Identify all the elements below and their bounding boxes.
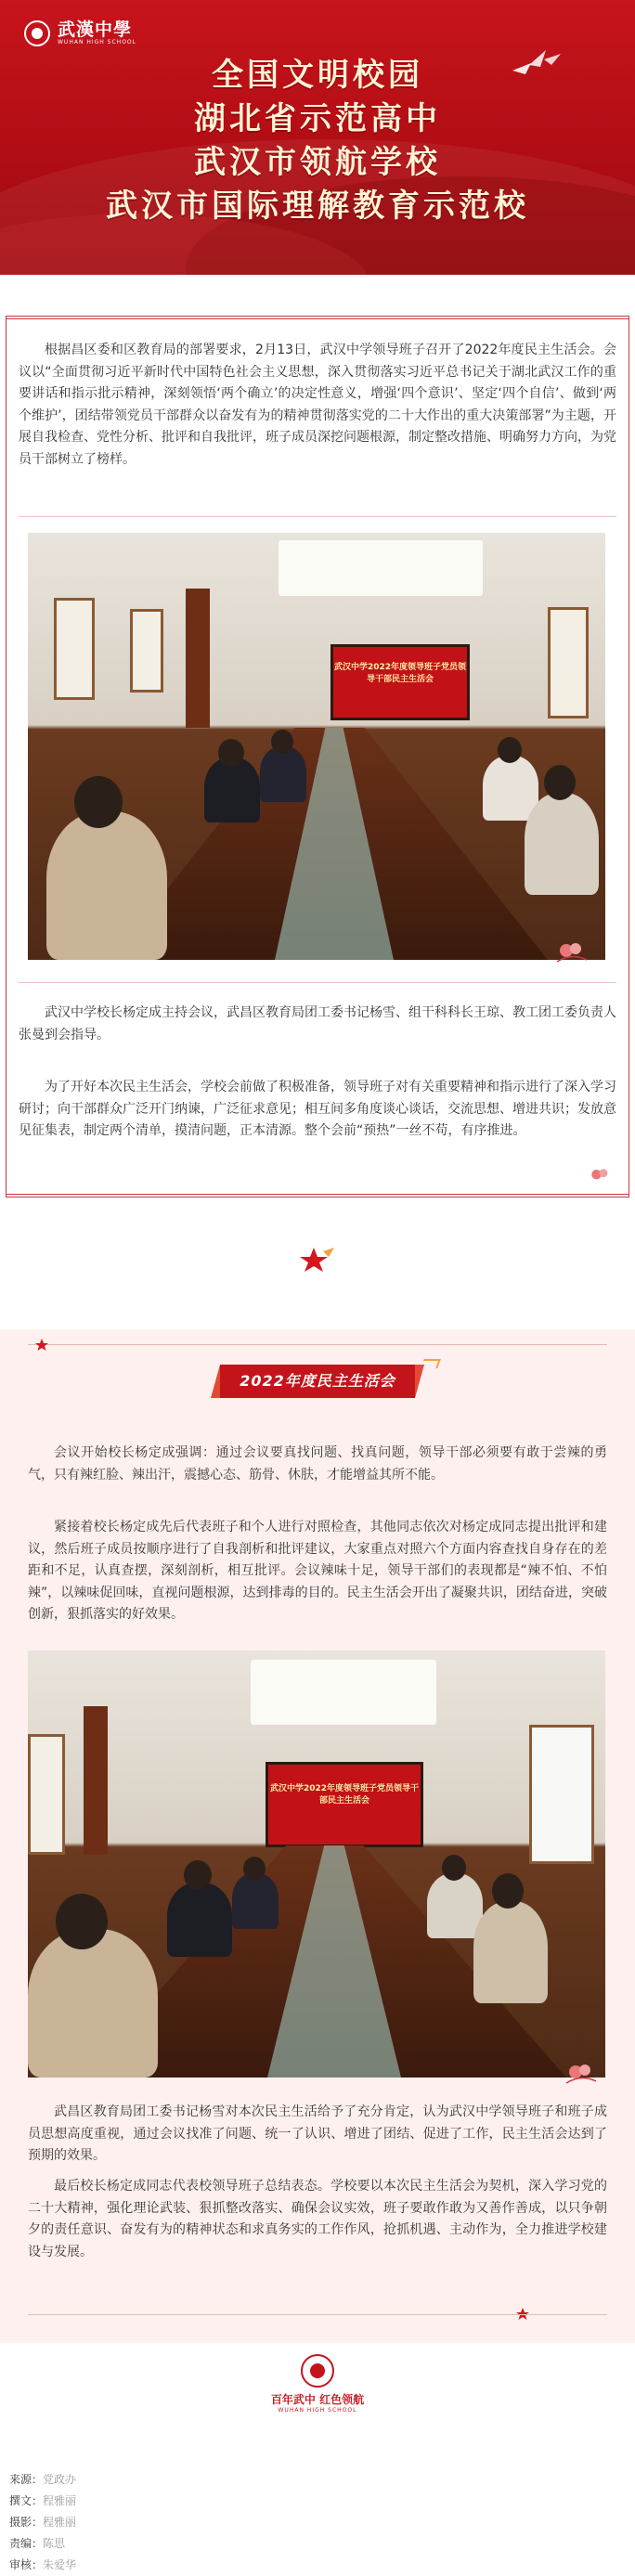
credit-value: 朱爱华 bbox=[43, 2558, 77, 2571]
flower-decoration-icon bbox=[563, 2059, 600, 2087]
slogan-line: 全国文明校园 bbox=[212, 57, 423, 94]
meeting-photo bbox=[28, 1650, 605, 2078]
slogan-block bbox=[0, 54, 635, 228]
credit-key: 审核： bbox=[9, 2558, 44, 2571]
section-title-text: 2022年度民主生活会 bbox=[240, 1372, 395, 1390]
credit-value: 程雅丽 bbox=[43, 2516, 77, 2529]
section-title bbox=[220, 1365, 415, 1398]
section-rule bbox=[28, 1344, 607, 1345]
divider bbox=[19, 516, 616, 517]
credit-key: 摄影： bbox=[9, 2516, 44, 2529]
footer-motto: 百年武中 红色领航 bbox=[270, 2393, 365, 2406]
divider bbox=[19, 982, 616, 983]
slogan-line: 武汉市国际理解教育示范校 bbox=[106, 188, 529, 225]
section-rule bbox=[28, 2314, 607, 2315]
credits-list bbox=[9, 2469, 288, 2576]
paragraph: 最后校长杨定成同志代表校领导班子总结表态。学校要以本次民主生活会为契机，深入学习党的二十大精神，强化理论武装、狠抓整改落实、确保会议实效，班子要敢作敢为又善作善成，以只争朝夕的责任意识、奋发有为的精神状态和求真务实的工作作风，抢抓机遇、主动作为，全力推进学校建设与发展。 bbox=[28, 2179, 607, 2259]
meeting-photo bbox=[28, 533, 605, 960]
credit-key: 责编： bbox=[9, 2537, 44, 2550]
paragraph: 武昌区教育局团工委书记杨雪对本次民主生活给予了充分肯定，认为武汉中学领导班子和班子成员思想高度重视，通过会议找准了问题、统一了认识、增进了团结、促进了工作，民主生活会达到了预期的效果。 bbox=[28, 2104, 607, 2163]
header-banner bbox=[0, 0, 635, 275]
school-logo bbox=[24, 20, 136, 46]
section-border-top bbox=[6, 316, 629, 319]
school-name-en: WUHAN HIGH SCHOOL bbox=[58, 39, 136, 45]
paragraph: 会议开始校长杨定成强调：通过会议要真找问题、找真问题，领导干部必须要有敢于尝辣的勇气，只有辣红脸、辣出汗，震撼心态、筋骨、休肤，才能增益其所不能。 bbox=[28, 1445, 607, 1482]
article-section-2 bbox=[0, 1329, 635, 2343]
credit-key: 来源： bbox=[9, 2473, 44, 2486]
screen-title: 武汉中学2022年度领导班子党员领导干部民主生活会 bbox=[269, 1784, 420, 1806]
screen-title: 武汉中学2022年度领导班子党员领导干部民主生活会 bbox=[333, 663, 467, 684]
footer-logo bbox=[271, 2354, 364, 2414]
footer-motto-en: WUHAN HIGH SCHOOL bbox=[278, 2407, 357, 2414]
credit-key: 撰文： bbox=[9, 2494, 44, 2507]
credit-value: 党政办 bbox=[43, 2473, 77, 2486]
credit-row bbox=[9, 2469, 288, 2491]
star-icon bbox=[35, 1339, 48, 1352]
credit-value: 程雅丽 bbox=[43, 2494, 77, 2507]
flower-decoration-icon bbox=[587, 1164, 615, 1186]
school-name: 武漢中學 bbox=[58, 19, 133, 40]
credit-row bbox=[9, 2533, 288, 2555]
paragraph: 紧接着校长杨定成先后代表班子和个人进行对照检查，其他同志依次对杨定成同志提出批评和建议，然后班子成员按顺序进行了自我剖析和批评建议，大家重点对照六个方面内容查找自身存在的差距和不足，认真查摆，深刻剖析，相互批评。会议辣味十足，领导干部们的表现都是“辣不怕、不怕辣”，以辣味促回味，直视问题根源，达到排毒的目的。民主生活会开出了凝聚共识，团结奋进，突破创新，狠抓落实的好效果。 bbox=[28, 1520, 607, 1622]
credit-value: 陈思 bbox=[43, 2537, 66, 2550]
credit-row bbox=[9, 2512, 288, 2533]
star-icon bbox=[299, 1246, 336, 1274]
credit-row bbox=[9, 2491, 288, 2512]
paragraph: 根据昌区委和区教育局的部署要求，2月13日，武汉中学领导班子召开了2022年度民主生活会。会议以“全面贯彻习近平新时代中国特色社会主义思想，深入贯彻落实习近平总书记关于湖北武汉工作的重要讲话和指示批示精神，深刻领悟‘两个确立’的决定性意义，增强‘四个意识’、坚定‘四个自信’、做到‘两个维护’，团结带领党员干部群众以奋发有为的精神贯彻落实党的二十大作出的重大决策部署”为主题，开展自我检查、党性分析、批评和自我批评，班子成员深挖问题根源，制定整改措施、明确努力方向，为党员干部树立了榜样。 bbox=[19, 343, 616, 467]
slogan-line: 武汉市领航学校 bbox=[194, 144, 441, 181]
section-border-bottom bbox=[6, 1194, 629, 1197]
school-seal-icon bbox=[301, 2354, 334, 2388]
paragraph: 为了开好本次民主生活会，学校会前做了积极准备，领导班子对有关重要精神和指示进行了深入学习研讨；向干部群众广泛开门纳谏，广泛征求意见；相互间多角度谈心谈话，交流思想、增进共识；发放意见征集表，制定两个清单，摸清问题，正本清源。整个会前“预热”一丝不苟，有序推进。 bbox=[19, 1080, 616, 1138]
slogan-line: 湖北省示范高中 bbox=[194, 100, 441, 137]
school-seal-icon bbox=[24, 20, 50, 46]
paragraph: 武汉中学校长杨定成主持会议，武昌区教育局团工委书记杨雪、组干科科长王琼、教工团工委负责人张曼到会指导。 bbox=[19, 1005, 616, 1042]
flower-decoration-icon bbox=[553, 938, 590, 965]
